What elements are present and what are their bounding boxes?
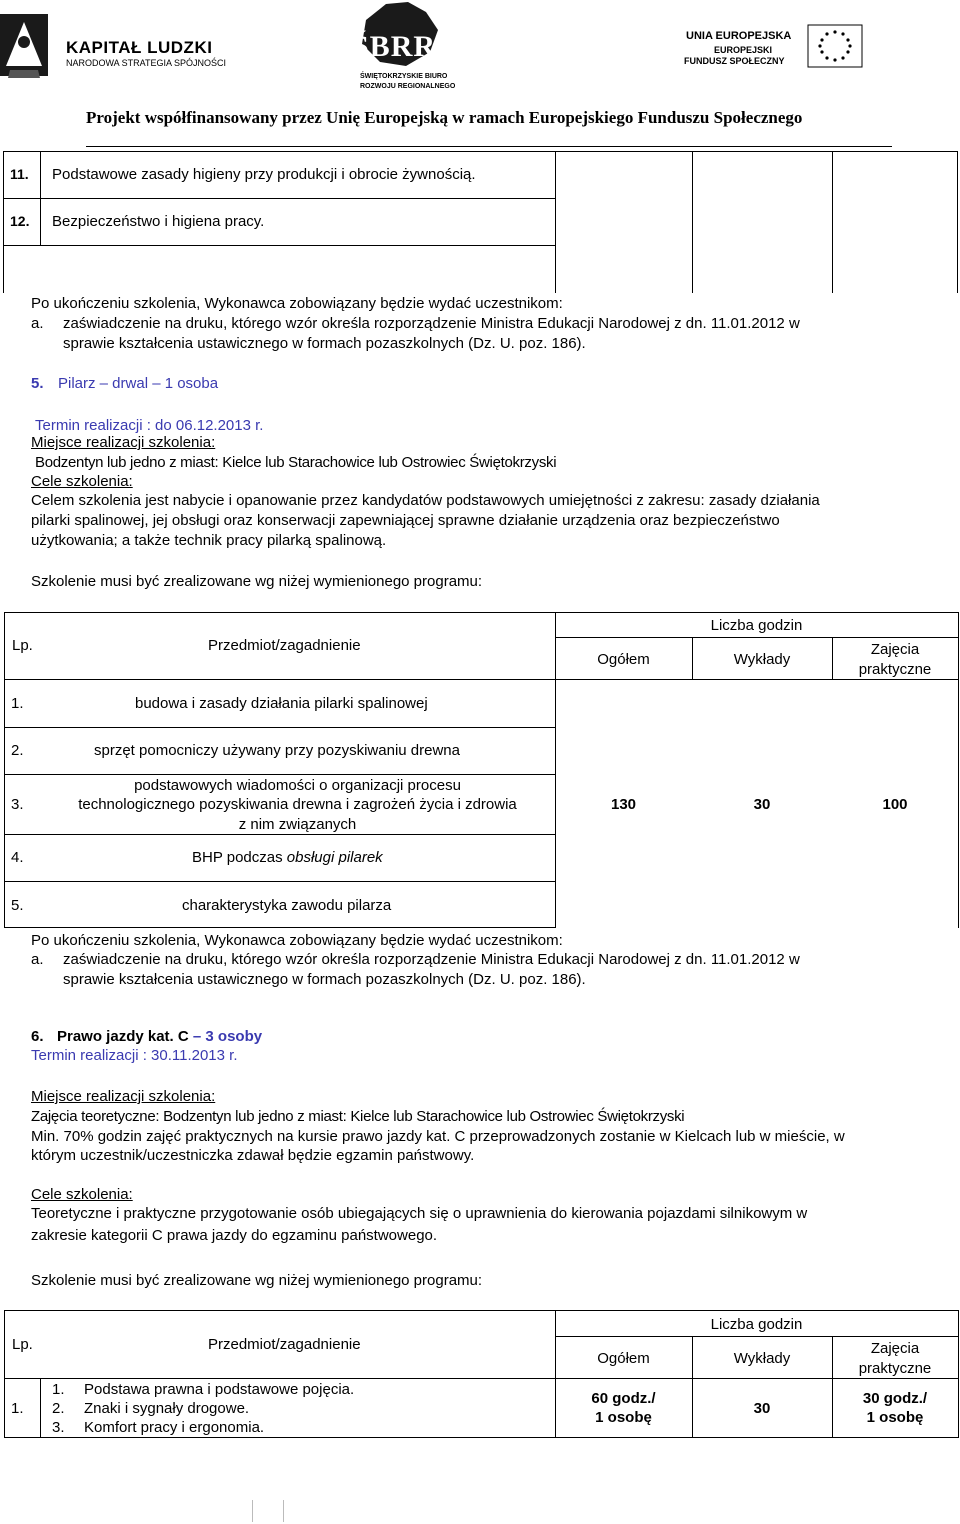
cele-label: Cele szkolenia: [31, 473, 133, 490]
kapital-ludzki-logo [0, 8, 240, 86]
cele-line2: zakresie kategorii C prawa jazdy do egzaminu państwowego. [31, 1227, 438, 1244]
completion-intro: Po ukończeniu szkolenia, Wykonawca zobowiązany będzie wydać uczestnikom: [31, 295, 563, 312]
completion-intro: Po ukończeniu szkolenia, Wykonawca zobowiązany będzie wydać uczestnikom: [31, 932, 563, 949]
col-header-practical-2: praktyczne [858, 661, 932, 678]
hours-lectures: 30 [753, 796, 771, 813]
sbrr-line2: ROZWOJU REGIONALNEGO [360, 83, 456, 90]
section-number: 6. [31, 1028, 44, 1045]
table-row-text-line3: z nim związanych [238, 816, 357, 833]
list-item-num: 3. [52, 1419, 65, 1436]
list-item: Podstawa prawna i podstawowe pojęcia. [84, 1381, 355, 1398]
col-header-total: Ogółem [597, 651, 650, 668]
table-row-text-line2: technologicznego pozyskiwania drewna i zagrożeń życia i zdrowia [78, 796, 517, 813]
certificate-line1: zaświadczenie na druku, którego wzór określa rozporządzenie Ministra Edukacji Narodowej z dn. 11.01.2012 w [63, 315, 800, 332]
eu-line2: EUROPEJSKI [714, 45, 773, 55]
section-number: 5. [31, 375, 44, 392]
col-header-lectures: Wykłady [733, 1350, 791, 1367]
list-label: a. [31, 951, 44, 968]
table-row-text [192, 848, 383, 867]
col-header-hours: Liczba godzin [710, 617, 803, 634]
hours-total-line1: 60 godz./ [591, 1390, 656, 1407]
table-row-text-b: obsługi pilarek [286, 849, 383, 866]
table-row-text: sprzęt pomocniczy używany przy pozyskiwaniu drewna [94, 742, 460, 759]
cele-line1: Celem szkolenia jest nabycie i opanowanie przez kandydatów podstawowych umiejętności z zakresu: zasady działania [31, 492, 820, 509]
table-row-text-a: BHP podczas [192, 849, 287, 866]
hours-lectures: 30 [753, 1400, 771, 1417]
kapital-ludzki-title: KAPITAŁ LUDZKI [66, 38, 213, 57]
list-item: Znaki i sygnały drogowe. [84, 1400, 250, 1417]
col-header-lp: Lp. [12, 637, 33, 654]
list-item-num: 1. [52, 1381, 65, 1398]
hours-practical: 100 [882, 796, 908, 813]
col-header-hours: Liczba godzin [710, 1316, 803, 1333]
table-row-num: 1. [11, 695, 24, 712]
table-row-num: 5. [11, 897, 24, 914]
termin-value: 30.11.2013 r. [151, 1047, 238, 1064]
col-header-practical-2: praktyczne [858, 1360, 932, 1377]
sbrr-name: ŚBRR [352, 30, 437, 63]
sbrr-logo [346, 0, 461, 95]
eu-logo [682, 20, 867, 72]
table-row-num: 1. [11, 1400, 24, 1417]
eu-line1: UNIA EUROPEJSKA [686, 30, 792, 42]
min-line1: Min. 70% godzin zajęć praktycznych na kursie prawo jazdy kat. C przeprowadzonych zostanie w Kielcach lub w mieście, w [31, 1128, 845, 1145]
cele-label: Cele szkolenia: [31, 1186, 133, 1203]
cele-line2: pilarki spalinowej, jej obsługi oraz konserwacji zapewniającej sprawne działanie urządzenia oraz bezpieczeństwo [31, 512, 780, 529]
col-header-practical-1: Zajęcia [870, 641, 920, 658]
col-header-lp: Lp. [12, 1336, 33, 1353]
table-row-text: budowa i zasady działania pilarki spalinowej [135, 695, 428, 712]
section-title-a: Prawo jazdy kat. C [57, 1028, 193, 1045]
table-row-num: 11. [10, 166, 29, 182]
table-row-text-line1: podstawowych wiadomości o organizacji procesu [134, 777, 461, 794]
hours-total-line2: 1 osobę [595, 1409, 652, 1426]
list-label: a. [31, 315, 44, 332]
certificate-line1: zaświadczenie na druku, którego wzór określa rozporządzenie Ministra Edukacji Narodowej z dn. 11.01.2012 w [63, 951, 800, 968]
eu-line3: FUNDUSZ SPOŁECZNY [684, 56, 785, 66]
miejsce-text: Zajęcia teoretyczne: Bodzentyn lub jedno z miast: Kielce lub Starachowice lub Ostrowiec Świętokrzyski [31, 1108, 685, 1125]
section-title [57, 1027, 262, 1046]
table-row-text: charakterystyka zawodu pilarza [182, 897, 392, 914]
miejsce-label: Miejsce realizacji szkolenia: [31, 434, 216, 451]
list-item-num: 2. [52, 1400, 65, 1417]
table-row-text: Podstawowe zasady higieny przy produkcji i obrocie żywnością. [52, 166, 476, 183]
termin-label [31, 1046, 238, 1065]
col-header-practical-1: Zajęcia [870, 1340, 920, 1357]
program-label: Szkolenie musi być zrealizowane wg niżej wymienionego programu: [31, 1272, 483, 1289]
section-title-b: – 3 osoby [192, 1028, 263, 1045]
hours-total: 130 [610, 796, 637, 813]
cele-line3: użytkowania; a także technik pracy pilarką spalinową. [31, 532, 387, 549]
miejsce-label: Miejsce realizacji szkolenia: [31, 1088, 216, 1105]
col-header-subject: Przedmiot/zagadnienie [208, 1336, 361, 1353]
col-header-lectures: Wykłady [733, 651, 791, 668]
table-row-num: 4. [11, 849, 24, 866]
list-item: Komfort pracy i ergonomia. [84, 1419, 265, 1436]
min-line2: którym uczestnik/uczestniczka zdawał będzie egzamin państwowy. [31, 1147, 475, 1164]
kapital-ludzki-subtitle: NARODOWA STRATEGIA SPÓJNOŚCI [66, 58, 227, 68]
hours-practical-line1: 30 godz./ [862, 1390, 928, 1407]
table-row-num: 3. [11, 796, 24, 813]
program-label: Szkolenie musi być zrealizowane wg niżej wymienionego programu: [31, 573, 483, 590]
col-header-subject: Przedmiot/zagadnienie [208, 637, 361, 654]
certificate-line2: sprawie kształcenia ustawicznego w formach pozaszkolnych (Dz. U. poz. 186). [63, 971, 586, 988]
hours-practical-line2: 1 osobę [866, 1409, 924, 1426]
table-row-text: Bezpieczeństwo i higiena pracy. [52, 213, 265, 230]
section-title: Pilarz – drwal – 1 osoba [58, 375, 219, 392]
table-row-num: 12. [10, 213, 30, 229]
col-header-total: Ogółem [597, 1350, 650, 1367]
termin-label-text: Termin realizacji : [31, 1047, 152, 1064]
sbrr-line1: ŚWIĘTOKRZYSKIE BIURO [360, 73, 448, 80]
eu-stars-icon [807, 24, 863, 68]
table-row-num: 2. [11, 742, 24, 759]
certificate-line2: sprawie kształcenia ustawicznego w formach pozaszkolnych (Dz. U. poz. 186). [63, 335, 586, 352]
header-rule [86, 146, 892, 147]
termin-label: Termin realizacji : do 06.12.2013 r. [35, 417, 264, 434]
cele-line1: Teoretyczne i praktyczne przygotowanie osób ubiegających się o uprawnienia do kierowania pojazdami silnikowym w [31, 1205, 808, 1222]
page-mark [252, 1500, 253, 1522]
miejsce-text: Bodzentyn lub jedno z miast: Kielce lub Starachowice lub Ostrowiec Świętokrzyski [35, 454, 557, 471]
project-line: Projekt współfinansowany przez Unię Europejską w ramach Europejskiego Funduszu Społecznego [86, 108, 803, 127]
page-mark [283, 1500, 284, 1522]
